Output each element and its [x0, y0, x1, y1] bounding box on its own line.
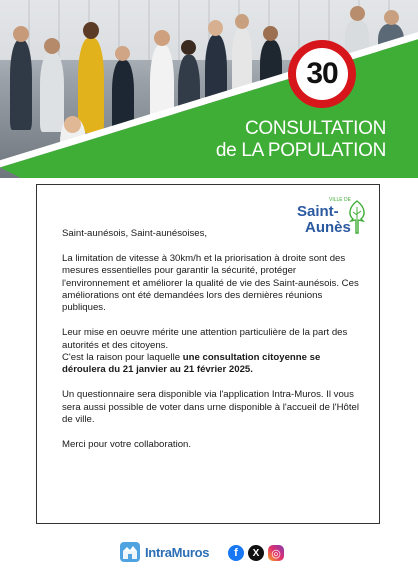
consultation-dates: une consultation citoyenne se déroulera du 21 janvier au 21 février 2025. — [62, 352, 321, 376]
paragraph-consultation-prefix: C'est la raison pour laquelle — [62, 352, 183, 364]
paragraph-consultation — [62, 327, 362, 377]
header-banner — [0, 0, 418, 178]
closing: Merci pour votre collaboration. — [62, 438, 192, 450]
x-twitter-icon[interactable]: X — [248, 545, 264, 561]
speed-limit-value: 30 — [296, 48, 348, 100]
photo-person-head — [208, 20, 223, 36]
paragraph-questionnaire: Un questionnaire sera disponible via l'application Intra-Muros. Il vous sera aussi possible de voter dans urne disponible à l'accueil de l'Hôtel de ville. — [62, 389, 359, 426]
photo-person-head — [64, 116, 81, 133]
photo-person — [40, 52, 64, 132]
intramuros-label[interactable]: IntraMuros — [145, 545, 210, 560]
greeting: Saint-aunésois, Saint-aunésoises, — [62, 228, 208, 239]
banner-title-line1: CONSULTATION — [244, 118, 386, 139]
photo-person-head — [154, 30, 170, 46]
photo-person-head — [384, 10, 399, 25]
banner-title-line2: de LA POPULATION — [215, 140, 386, 161]
photo-person-head — [350, 6, 365, 21]
logo-small-text: VILLE DE — [329, 197, 351, 203]
photo-person-head — [83, 22, 99, 39]
photo-person — [10, 40, 32, 130]
instagram-icon[interactable]: ◎ — [268, 545, 284, 561]
letter-card — [36, 184, 380, 524]
logo-line1: Saint- — [297, 203, 339, 220]
photo-person-head — [181, 40, 196, 55]
photo-person — [78, 38, 104, 133]
photo-person-head — [235, 14, 249, 29]
facebook-icon[interactable]: f — [228, 545, 244, 561]
paragraph-consultation-intro: Leur mise en oeuvre mérite une attention particulière de la part des autorités et des citoyens. — [62, 327, 348, 351]
photo-person-head — [13, 26, 29, 42]
speed-limit-sign-icon — [288, 40, 356, 108]
letter-body — [62, 228, 362, 464]
intramuros-logo-icon[interactable] — [120, 542, 140, 562]
photo-person-head — [115, 46, 130, 61]
paragraph-speed-limit: La limitation de vitesse à 30km/h et la priorisation à droite sont des mesures essentielles pour garantir la sécurité, protéger l'environnement et améliorer la qualité de vie des Saint-aunésois. Ces améliorations ont été demandées lors des dernières réunions publiques. — [62, 252, 359, 314]
photo-person-head — [263, 26, 278, 41]
footer — [120, 542, 300, 566]
logo-line2: Aunès — [305, 219, 351, 236]
photo-person-head — [44, 38, 60, 54]
